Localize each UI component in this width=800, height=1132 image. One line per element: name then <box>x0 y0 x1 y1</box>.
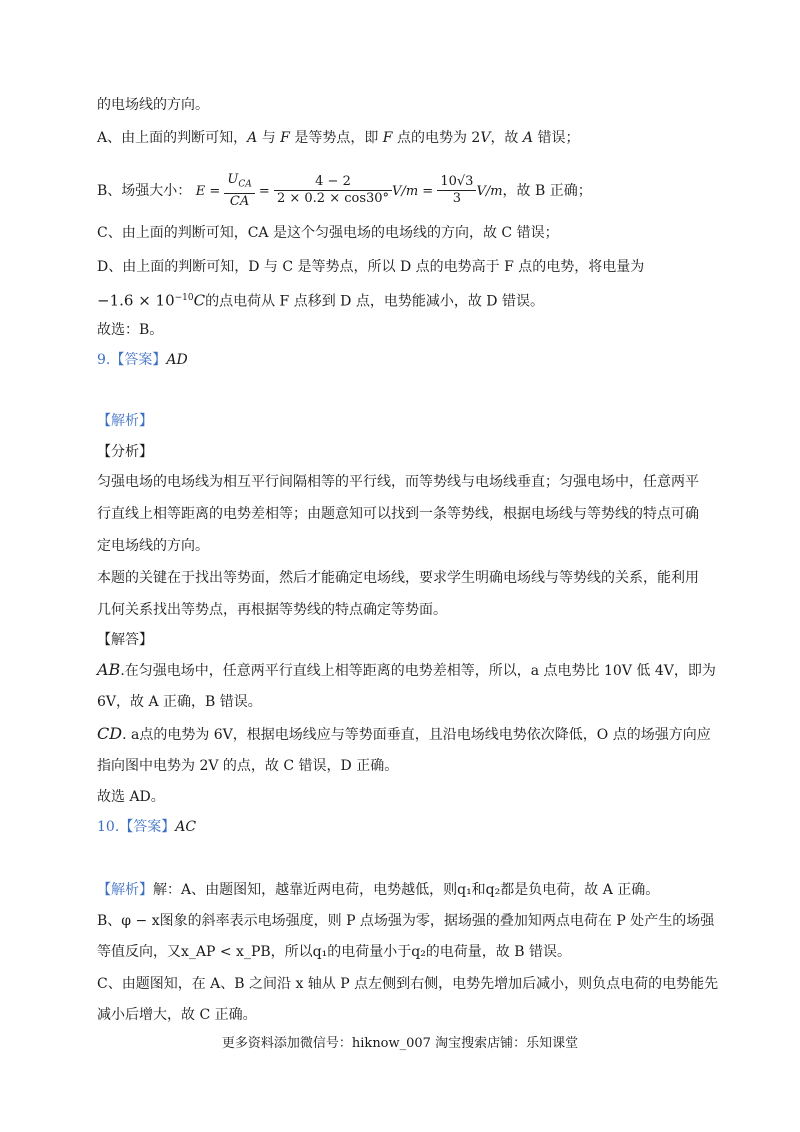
line-17 <box>97 660 716 681</box>
line-23 <box>97 880 659 900</box>
fraction-ucа-over-ca <box>224 172 254 210</box>
text: 解：A、由题图知，越靠近两电荷，电势越低，则q₁和q₂都是负电荷，故 A 正确。 <box>153 882 660 898</box>
text: −10 <box>174 293 194 303</box>
answer-9 <box>97 350 188 370</box>
text: U <box>227 172 239 187</box>
text: B、场强大小： <box>97 182 192 199</box>
jieda-tag: 【解答】 <box>97 632 153 648</box>
text: F <box>280 130 290 146</box>
text: AD <box>166 352 188 368</box>
text: . a点的电势为 6V，根据电场线应与等势面垂直，且沿电场线电势依次降低，O 点的场强方向应 <box>122 727 711 743</box>
line-25: 等值反向，又x_AP < x_PB，所以q₁的电荷量小于q₂的电荷量，故 B 错误。 <box>97 944 571 960</box>
text: F <box>382 130 393 146</box>
text: A <box>522 130 534 146</box>
text: .在匀强电场中，任意两平行直线上相等距离的电势差相等，所以，a 点电势比 10V 低 4V，即为 <box>120 663 716 679</box>
text: 10. <box>97 819 120 835</box>
line-2 <box>97 128 579 148</box>
line-18: 6V，故 A 正确，B 错误。 <box>97 694 262 710</box>
text: 【答案】 <box>119 819 176 835</box>
text: AC <box>175 819 197 835</box>
line-26: C、由题图知，在 A、B 之间沿 x 轴从 P 点左侧到右侧，电势先增加后减小，则负点电荷的电势能先 <box>97 976 719 992</box>
fraction-result <box>437 174 476 207</box>
line-1: 的电场线的方向。 <box>97 97 209 113</box>
text: 的点电荷从 F 点移到 D 点，电势能减小，故 D 错误。 <box>205 293 544 310</box>
text: −1.6 × 10 <box>97 291 175 310</box>
answer-10 <box>97 817 196 837</box>
text: V <box>480 130 491 146</box>
text: 9. <box>97 352 111 368</box>
line-11: 匀强电场的电场线为相互平行间隔相等的平行线，而等势线与电场线垂直；匀强电场中，任意两平 <box>97 474 699 490</box>
line-4: C、由上面的判断可知，CA 是这个匀强电场的电场线的方向，故 C 错误； <box>97 225 559 241</box>
text: 10√3 <box>437 174 476 191</box>
line-13: 定电场线的方向。 <box>97 538 209 554</box>
text: AB <box>97 660 121 679</box>
analysis-tag: 【解析】 <box>97 413 153 429</box>
text: A、由上面的判断可知， <box>97 130 248 146</box>
fenxi-tag: 【分析】 <box>97 444 153 460</box>
math-eq: = <box>205 183 225 199</box>
text: 【解析】 <box>97 882 153 898</box>
unit: V/m <box>476 183 503 199</box>
text: CA <box>229 193 250 209</box>
line-19 <box>97 724 711 745</box>
math-E: E <box>195 183 206 199</box>
text: ，故 B 正确； <box>502 182 592 199</box>
text: 与 <box>257 130 281 146</box>
text: A <box>247 130 258 146</box>
line-6 <box>97 288 544 312</box>
line-12: 行直线上相等距离的电势差相等；由题意知可以找到一条等势线，根据电场线与等势线的特点可确 <box>97 506 699 522</box>
text: CD <box>97 724 123 743</box>
line-21: 故选 AD。 <box>97 789 165 805</box>
text: 是等势点，即 <box>289 130 383 146</box>
line-14: 本题的关键在于找出等势面，然后才能确定电场线，要求学生明确电场线与等势线的关系，能利用 <box>97 570 699 586</box>
line-7: 故选：B。 <box>97 322 164 338</box>
text: 点的电势为 2 <box>392 130 481 146</box>
text: 3 <box>452 191 462 207</box>
text: 错误； <box>533 130 580 146</box>
unit: V/m <box>392 183 419 199</box>
text: 【答案】 <box>110 352 167 368</box>
line-27: 减小后增大，故 C 正确。 <box>97 1007 257 1023</box>
line-15: 几何关系找出等势点，再根据等势线的特点确定等势面。 <box>97 602 447 618</box>
line-3-formula: B、场强大小： E = $\frac{U_{CA}}{CA}$ = $\frac{4 - 2}{2 \times 0.2 \times \cos 30^\circ}$ V/m = $\frac{10√3}{3}$ V/m，故 B 正确； <box>97 172 592 209</box>
text: C <box>193 291 206 310</box>
line-20: 指向图中电势为 2V 的点，故 C 错误，D 正确。 <box>97 758 399 774</box>
page-footer: 更多资料添加微信号：hiknow_007 淘宝搜索店铺：乐知课堂 <box>221 1036 579 1051</box>
text: 2 × 0.2 × cos30° <box>276 191 390 207</box>
text: CA <box>238 179 252 190</box>
text: 4 − 2 <box>274 174 392 191</box>
line-24: B、φ − x图象的斜率表示电场强度，则 P 点场强为零，据场强的叠加知两点电荷在 P 处产生的场强 <box>97 913 715 929</box>
line-5: D、由上面的判断可知，D 与 C 是等势点，所以 D 点的电势高于 F 点的电势，将电量为 <box>97 259 645 275</box>
fraction-values <box>274 174 392 207</box>
text: ，故 <box>490 130 523 146</box>
